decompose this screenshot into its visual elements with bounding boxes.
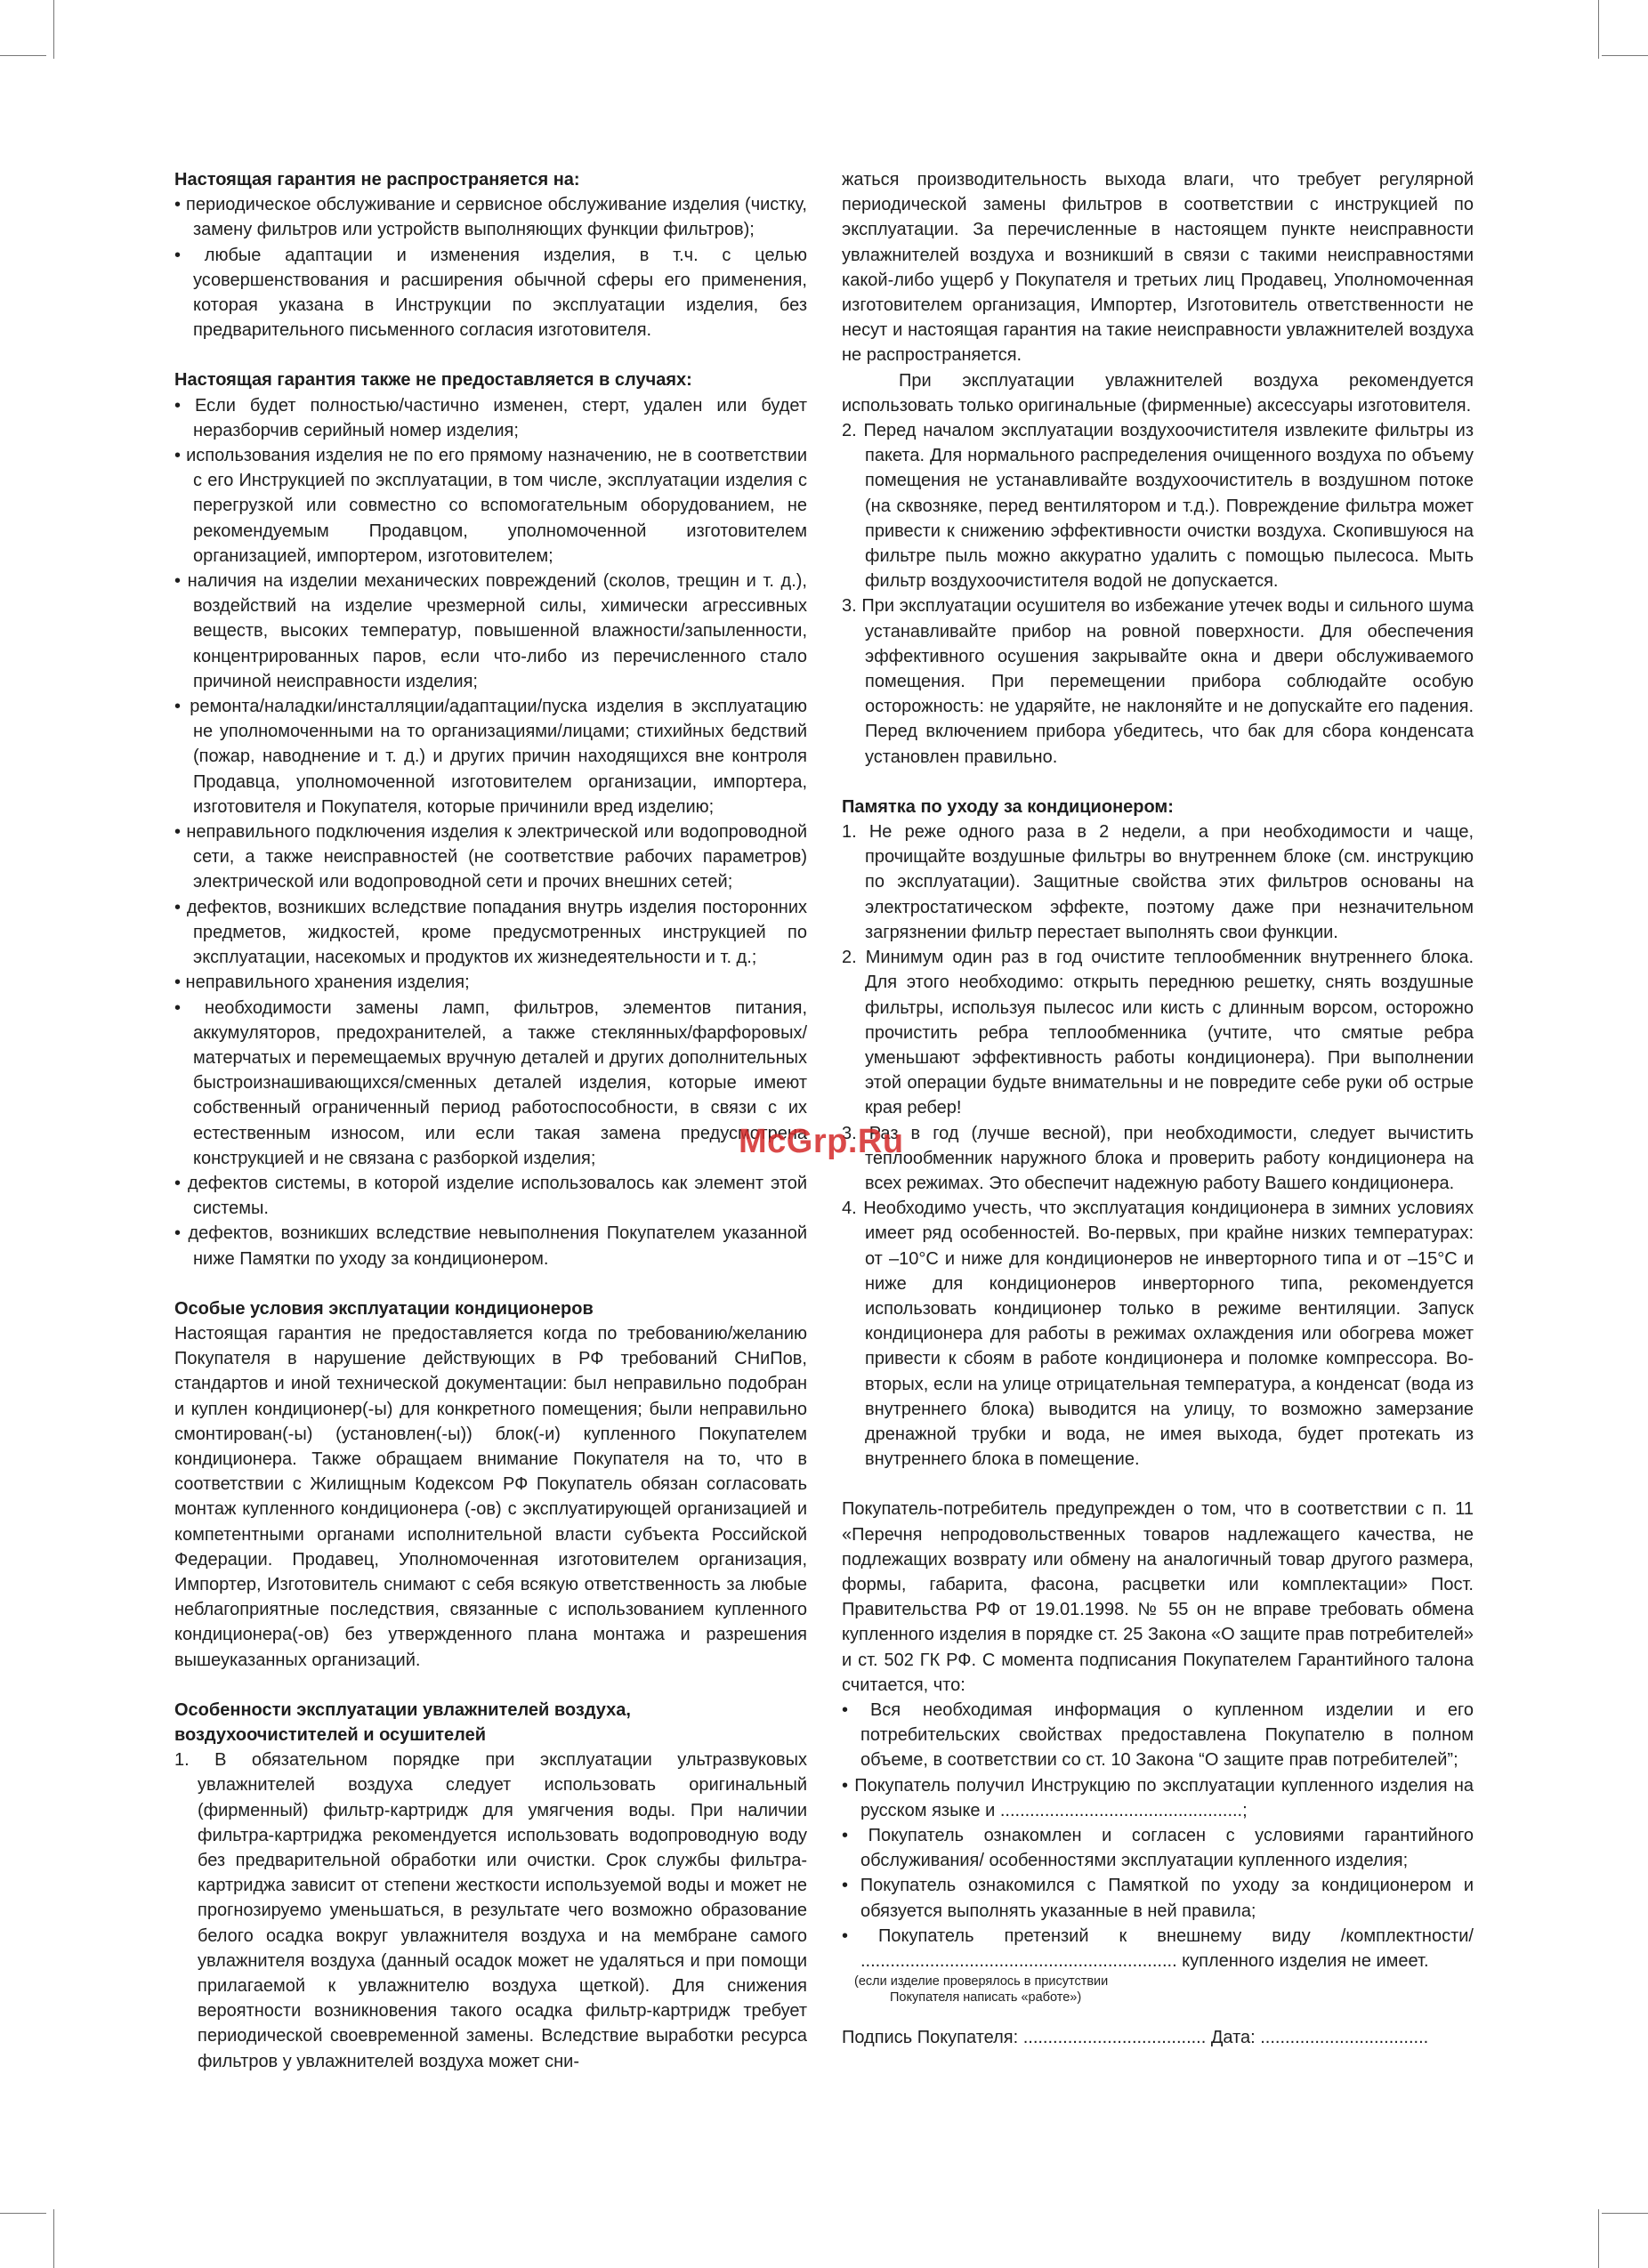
list-item: • Вся необходимая информация о купленном изделии и его потребительских свойствах предоставлена Покупателю в полном объеме, в соответствии со ст. 10 Закона “О защите прав потребителей”; xyxy=(842,1699,1474,1771)
list-item: • необходимости замены ламп, фильтров, элементов питания, аккумуляторов, предохранителей, а также стеклянных/фарфоровых/матерчатых и перемещаемых вручную деталей и других дополнительных быстроизнашивающихся/сменных деталей изделия, которые имеют собственный ограниченный период работоспособности, в связи с их естественным износом, или если такая замена предусмотрена конструкцией и не связана с разборкой изделия; xyxy=(174,997,807,1168)
list-item: • Покупатель получил Инструкцию по эксплуатации купленного изделия на русском языке и .................................................; xyxy=(842,1775,1474,1820)
list-item: 1. В обязательном порядке при эксплуатации ультразвуковых увлажнителей воздуха следует использовать оригинальный (фирменный) фильтр-картридж для умягчения воды. При наличии фильтра-картриджа рекомендуется использовать водопроводную воду без предварительной обработки или очистки. Срок службы фильтра-картриджа зависит от степени жесткости используемой воды и может не прогнозируемо уменьшаться, в результате чего возможно образование белого осадка вокруг увлажнителя воздуха и на мембране самого увлажнителя воздуха (данный осадок может не удаляться и при помощи прилагаемой к увлажнителю воздуха щеткой). Для снижения вероятности возникновения такого осадка фильтр-картридж требует периодической своевременной замены. Вследствие выработки ресурса фильтров у увлажнителей воздуха может сни- xyxy=(174,1750,807,2071)
section-title-not-covered: Настоящая гарантия не распространяется на: xyxy=(174,170,580,190)
list-item: • ремонта/наладки/инсталляции/адаптации/пуска изделия в эксплуатацию не уполномоченными на то организациями/лицами; стихийных бедствий (пожар, наводнение и т. д.) и других причин находящихся вне контроля Продавца, уполномоченной изготовителем организации, импортера, изготовителя и Покупателя, которые причинили вред изделию; xyxy=(174,697,807,817)
list-item: • периодическое обслуживание и сервисное обслуживание изделия (чистку, замену фильтров или устройств выполняющих функции фильтров); xyxy=(174,195,807,240)
crop-mark xyxy=(53,2209,54,2268)
section-title-ac-memo: Памятка по уходу за кондиционером: xyxy=(842,796,1174,817)
paragraph-continuation: жаться производительность выхода влаги, что требует регулярной периодической замены фильтров в соответствии с инструкцией по эксплуатации. За перечисленные в настоящем пункте неисправности увлажнителей воздуха и возникший в связи с такими неисправностями какой-либо ущерб у Покупателя и третьих лиц Продавец, Уполномоченная изготовителем организация, Импортер, Изготовитель ответственности не несут и настоящая гарантия на такие неисправности увлажнителей воздуха не распространяется. xyxy=(842,170,1474,366)
list-item: • дефектов системы, в которой изделие использовалось как элемент этой системы. xyxy=(174,1173,807,1219)
list-item: • неправильного подключения изделия к электрической или водопроводной сети, а также неисправностей (не соответствие рабочих параметров) электрической или водопроводной сети и прочих внешних сетей; xyxy=(174,822,807,892)
list-item: • Если будет полностью/частично изменен, стерт, удален или будет неразборчив серийный номер изделия; xyxy=(174,395,807,440)
list-item: • использования изделия не по его прямому назначению, не в соответствии с его Инструкцией по эксплуатации, в том числе, эксплуатации изделия с перегрузкой или совместно со вспомогательным оборудованием, не рекомендуемым Продавцом, уполномоченной изготовителем организацией, импортером, изготовителем; xyxy=(174,446,807,566)
crop-mark xyxy=(1602,2213,1648,2214)
list-item: • дефектов, возникших вследствие невыполнения Покупателем указанной ниже Памятки по уходу за кондиционером. xyxy=(174,1223,807,1269)
list-item: • дефектов, возникших вследствие попадания внутрь изделия посторонних предметов, жидкостей, кроме предусмотренных инструкцией по эксплуатации, насекомых и продуктов их жизнедеятельности и т. д.; xyxy=(174,897,807,968)
list-item: • наличия на изделии механических повреждений (сколов, трещин и т. д.), воздействий на изделие чрезмерной силы, химически агрессивных веществ, высоких температур, повышенной влажности/запыленности, концентрированных паров, если что-либо из перечисленного стало причиной неисправности изделия; xyxy=(174,571,807,691)
watermark: McGrp.Ru xyxy=(739,1123,904,1160)
crop-mark xyxy=(1602,55,1648,56)
crop-mark xyxy=(0,2213,46,2214)
footnote-line: Покупателя написать «работе») xyxy=(890,1990,1082,2006)
crop-mark xyxy=(1598,0,1599,59)
section-title-exclusions: Настоящая гарантия также не предоставляется в случаях: xyxy=(174,370,692,391)
list-item: • Покупатель ознакомлен и согласен с условиями гарантийного обслуживания/ особенностями эксплуатации купленного изделия; xyxy=(842,1826,1474,1871)
list-item: 4. Необходимо учесть, что эксплуатация кондиционера в зимних условиях имеет ряд особенностей. Во-первых, при крайне низких температурах: от –10°С и ниже для кондиционеров не инверторного типа и от –15°С и ниже для кондиционеров инверторного типа, рекомендуется использовать кондиционер только в режиме вентиляции. Запуск кондиционера для работы в режимах охлаждения или обогрева может привести к сбоям в работе кондиционера и поломке компрессора. Во-вторых, если на улице отрицательная температура, а конденсат (вода из внутреннего блока) выводится на улицу, то возможно замерзание дренажной трубки и вода, не имея выхода, будет протекать из внутреннего блока в помещение. xyxy=(842,1199,1474,1470)
footnote-check xyxy=(842,1973,1474,2006)
crop-mark xyxy=(1598,2209,1599,2268)
list-item: 1. Не реже одного раза в 2 недели, а при необходимости и чаще, прочищайте воздушные фильтры во внутреннем блоке (см. инструкцию по эксплуатации). Защитные свойства этих фильтров основаны на электростатическом эффекте, поэтому даже при незначительном загрязнении фильтр перестает выполнять свои функции. xyxy=(842,822,1474,942)
signature-line: Подпись Покупателя: ..................................... Дата: .................................. xyxy=(842,2028,1429,2048)
footnote-line: (если изделие проверялось в присутствии xyxy=(854,1974,1109,1990)
list-item: • Покупатель претензий к внешнему виду /комплектности/ ................................................................ купленного изделия не имеет. xyxy=(842,1925,1474,1972)
list-item: 3. Раз в год (лучше весной), при необходимости, следует вычистить теплообменник наружного блока и проверить работу кондиционера на всех режимах. Это обеспечит надежную работу Вашего кондиционера. xyxy=(842,1123,1474,1193)
paragraph-recommendation: При эксплуатации увлажнителей воздуха рекомендуется использовать только оригинальные (фирменные) аксессуары изготовителя. xyxy=(842,370,1474,416)
list-item: • неправильного хранения изделия; xyxy=(174,973,470,993)
crop-mark xyxy=(53,0,54,59)
section-title-humidifiers: Особенности эксплуатации увлажнителей воздуха, воздухоочистителей и осушителей xyxy=(174,1699,631,1745)
right-column xyxy=(842,167,1474,2050)
list-item: • Покупатель ознакомился с Памяткой по уходу за кондиционером и обязуется выполнять указанные в ней правила; xyxy=(842,1876,1474,1921)
list-item: 3. При эксплуатации осушителя во избежание утечек воды и сильного шума устанавливайте прибор на ровной поверхности. Для обеспечения эффективного осушения закрывайте окна и двери обслуживаемого помещения. При перемещении прибора соблюдайте особую осторожность: не ударяйте, не наклоняйте и не допускайте его падения. Перед включением прибора убедитесь, что бак для сбора конденсата установлен правильно. xyxy=(842,596,1474,767)
section-title-ac-conditions: Особые условия эксплуатации кондиционеров xyxy=(174,1298,594,1319)
paragraph-buyer-notice: Покупатель-потребитель предупрежден о том, что в соответствии с п. 11 «Перечня непродовольственных товаров надлежащего качества, не подлежащих возврату или обмену на аналогичный товар другого размера, формы, габарита, фасона, расцветки или комплектации» Пост. Правительства РФ от 19.01.1998. № 55 он не вправе требовать обмена купленного изделия в порядке ст. 25 Закона «О защите прав потребителей» и ст. 502 ГК РФ. С момента подписания Покупателем Гарантийного талона считается, что: xyxy=(842,1499,1474,1695)
list-item: 2. Минимум один раз в год очистите теплообменник внутреннего блока. Для этого необходимо: открыть переднюю решетку, снять воздушные фильтры, используя пылесос или кисть с длинным ворсом, осторожно прочистить ребра теплообменника (учтите, что смятые ребра уменьшают эффективность работы кондиционера). При выполнении этой операции будьте внимательны и не повредите себе руки об острые края ребер! xyxy=(842,948,1474,1118)
left-column xyxy=(174,167,807,2074)
crop-mark xyxy=(0,55,46,56)
list-item: 2. Перед началом эксплуатации воздухоочистителя извлеките фильтры из пакета. Для нормального распределения очищенного воздуха по объему помещения не устанавливайте воздухоочиститель в воздушном потоке (на сквозняке, перед вентилятором и т.д.). Повреждение фильтра может привести к снижению эффективности очистки воздуха. Скопившуюся на фильтре пыль можно аккуратно удалить с помощью пылесоса. Мыть фильтр воздухоочистителя водой не допускается. xyxy=(842,421,1474,592)
paragraph-ac-conditions: Настоящая гарантия не предоставляется когда по требованию/желанию Покупателя в нарушение действующих в РФ требований СНиПов, стандартов и иной технической документации: был неправильно подобран и куплен кондиционер(-ы) для конкретного помещения; были неправильно смонтирован(-ы) (установлен(-ы)) блок(-и) купленного Покупателем кондиционера. Также обращаем внимание Покупателя на то, что в соответствии с Жилищным Кодексом РФ Покупатель обязан согласовать монтаж купленного кондиционера (-ов) с эксплуатирующей организацией и компетентными органами исполнительной власти субъекта Российской Федерации. Продавец, Уполномоченная изготовителем организация, Импортер, Изготовитель снимают с себя всякую ответственность за любые неблагоприятные последствия, связанные с использованием купленного кондиционера(-ов) без утвержденного плана монтажа и разрешения вышеуказанных организаций. xyxy=(174,1323,807,1670)
list-item: • любые адаптации и изменения изделия, в т.ч. с целью усовершенствования и расширения обычной сферы его применения, которая указана в Инструкции по эксплуатации изделия, без предварительного письменного согласия изготовителя. xyxy=(174,245,807,341)
